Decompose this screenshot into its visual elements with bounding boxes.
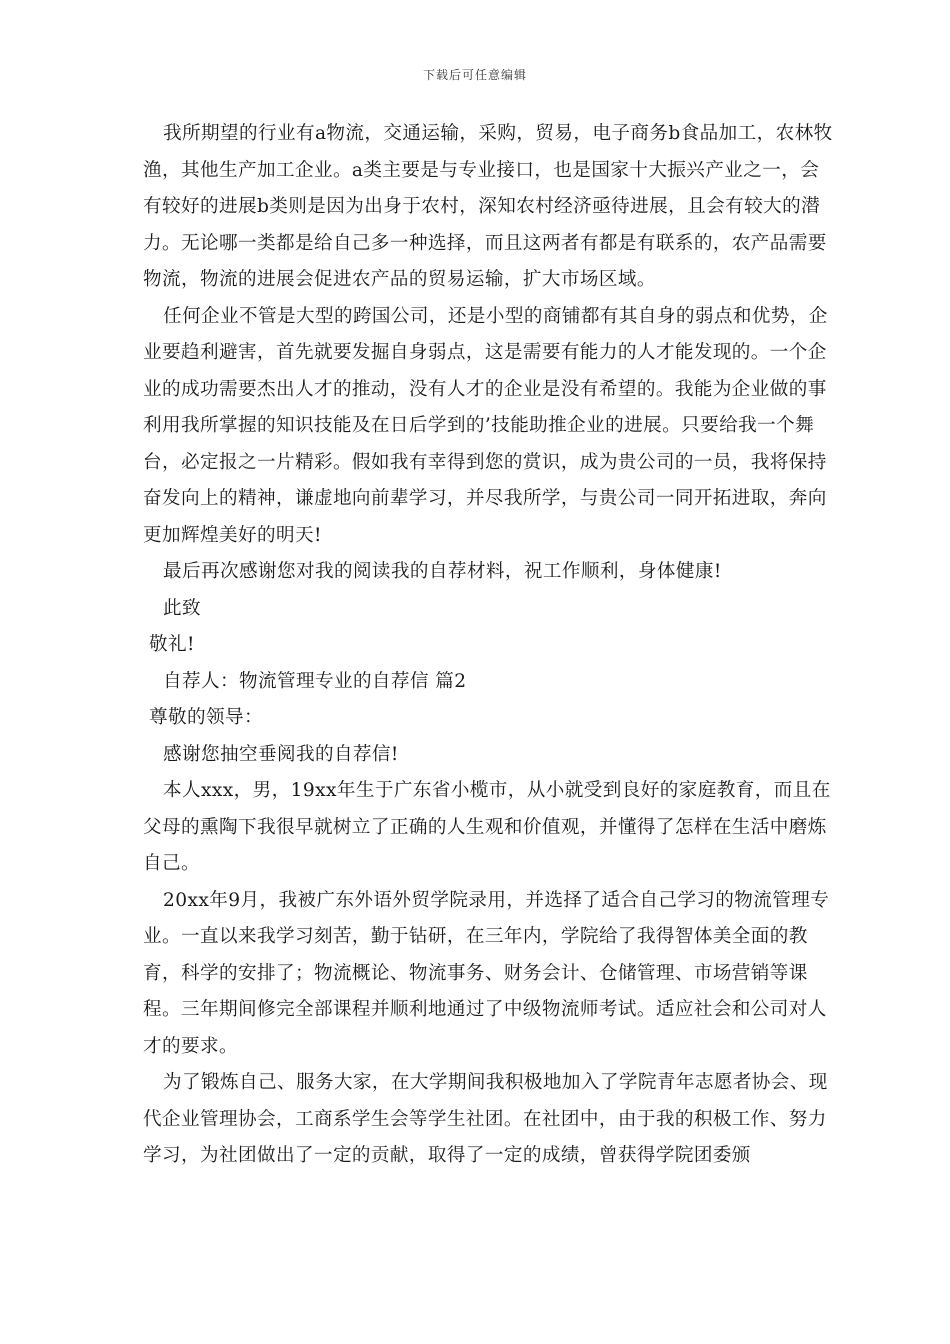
- salutation-cizhi: 此致: [163, 597, 201, 619]
- paragraph-self-intro: 本人xxx，男，19xx年生于广东省小榄市，从小就受到良好的家庭教育，而且在父母的熏陶下我很早就树立了正确的人生观和价值观，并懂得了怎样在生活中磨炼自己。: [143, 780, 831, 874]
- paragraph-education: 20xx年9月，我被广东外语外贸学院录用，并选择了适合自己学习的物流管理专业。一直以来我学习刻苦，勤于钻研，在三年内，学院给了我得智体美全面的教育，科学的安排了；物流概论、物流事务、财务会计、仓储管理、市场营销等课程。三年期间修完全部课程并顺利地通过了中级物流师考试。适应社会和公司对人才的要求。: [143, 889, 830, 1057]
- header-note: 下载后可任意编辑: [422, 68, 527, 82]
- document-body: [143, 116, 833, 1175]
- paragraph-thanks: 最后再次感谢您对我的阅读我的自荐材料，祝工作顺利，身体健康!: [163, 561, 722, 582]
- paragraph-industries: 我所期望的行业有a物流，交通运输，采购，贸易，电子商务b食品加工，农林牧渔，其他生产加工企业。a类主要是与专业接口，也是国家十大振兴产业之一，会有较好的进展b类则是因为出身于农村，深知农村经济亟待进展，且会有较大的潜力。无论哪一类都是给自己多一种选择，而且这两者有都是有联系的，农产品需要物流，物流的进展会促进农产品的贸易运输，扩大市场区域。: [143, 123, 833, 290]
- greeting-line: 尊敬的领导：: [149, 707, 263, 728]
- paragraph-thanks-reading: 感谢您抽空垂阅我的自荐信!: [163, 743, 399, 765]
- signature-line: 自荐人：物流管理专业的自荐信 篇2: [163, 670, 467, 692]
- salutation-jingli: 敬礼!: [149, 634, 195, 655]
- paragraph-activities: 为了锻炼自己、服务大家，在大学期间我积极地加入了学院青年志愿者协会、现代企业管理协会，工商系学生会等学生社团。在社团中，由于我的积极工作、努力学习，为社团做出了一定的贡献，取得了一定的成绩，曾获得学院团委颁: [143, 1072, 828, 1166]
- paragraph-enterprise: 任何企业不管是大型的跨国公司，还是小型的商铺都有其自身的弱点和优势，企业要趋利避害，首先就要发掘自身弱点，这是需要有能力的人才能发现的。一个企业的成功需要杰出人才的推动，没有人才的企业是没有希望的。我能为企业做的事利用我所掌握的知识技能及在日后学到的’技能助推企业的进展。只要给我一个舞台，必定报之一片精彩。假如我有幸得到您的赏识，成为贵公司的一员，我将保持奋发向上的精神，谦虚地向前辈学习，并尽我所学，与贵公司一同开拓进取，奔向更加辉煌美好的明天!: [143, 305, 828, 546]
